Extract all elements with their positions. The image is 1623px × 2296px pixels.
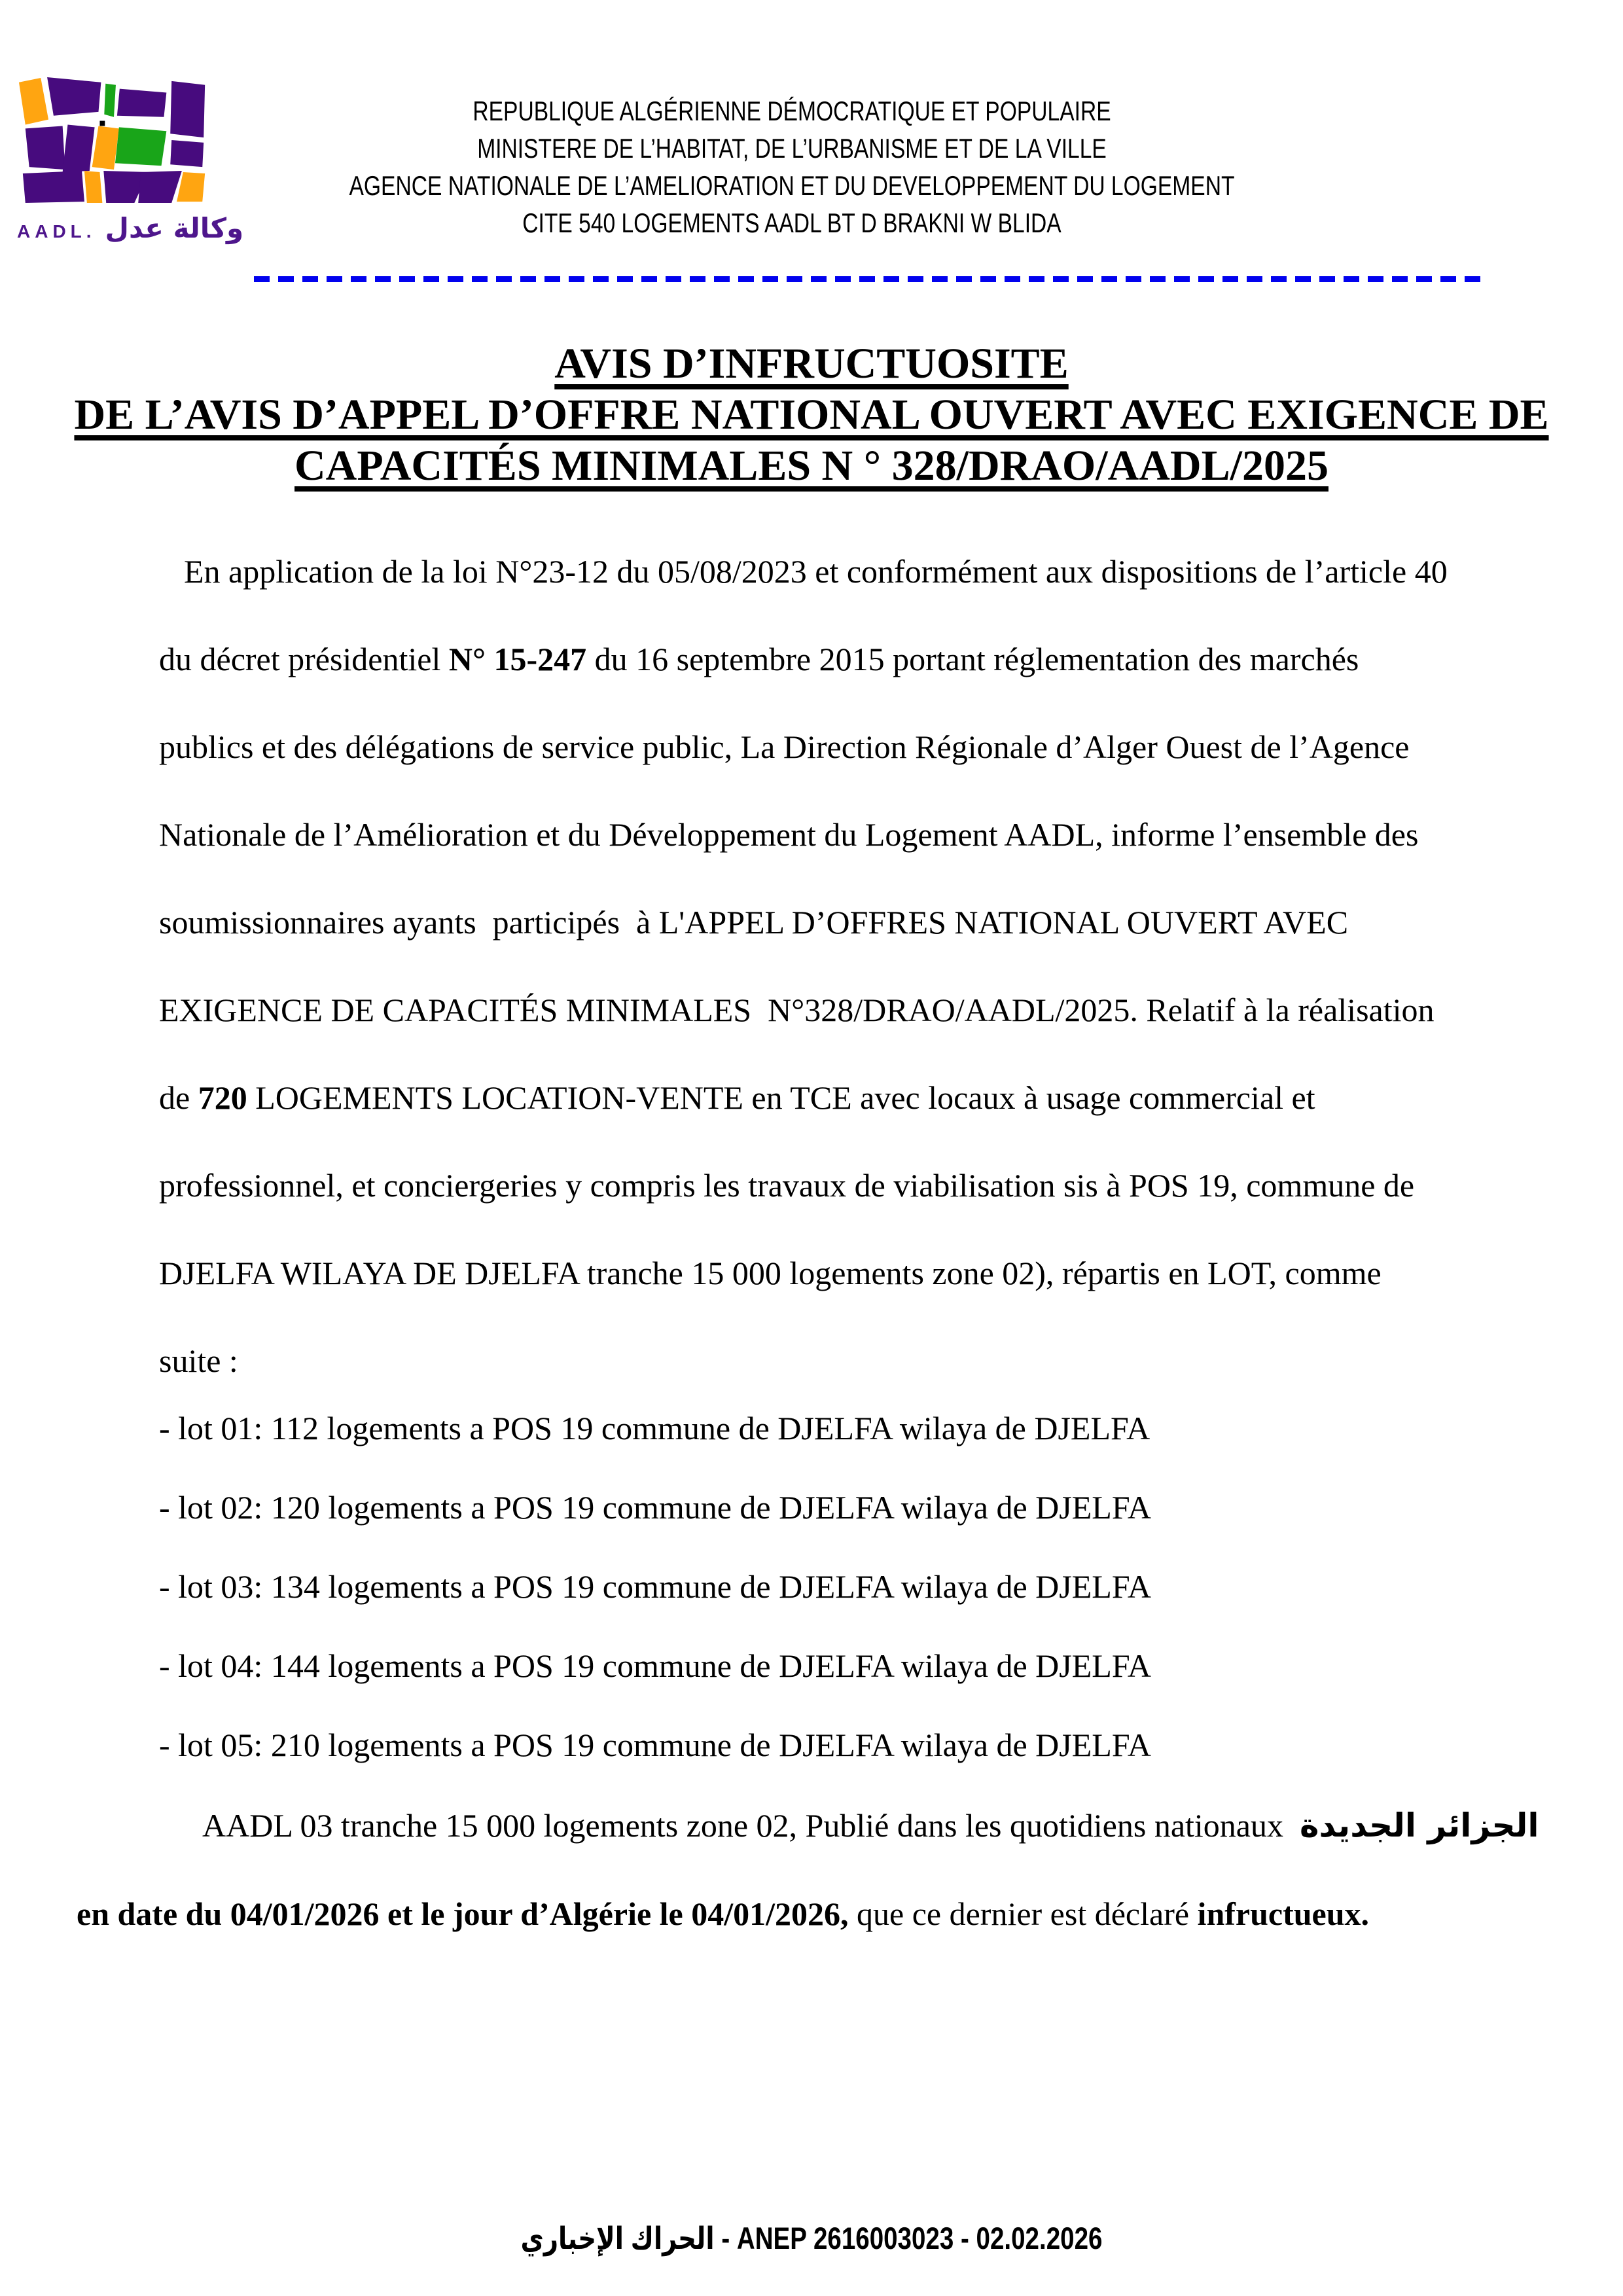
institution-header (209, 92, 1374, 242)
text-segment: en date du 04/01/2026 et le jour d’Algérie le 04/01/2026, (77, 1895, 849, 1932)
body-line (159, 966, 1507, 1054)
text-segment: 720 (198, 1079, 247, 1116)
lots-list (159, 1389, 1533, 1785)
text-segment: EXIGENCE DE CAPACITÉS MINIMALES N°328/DRAO/AADL/2025. Relatif à la réalisation (159, 992, 1435, 1028)
text-segment: que ce dernier est déclaré (848, 1895, 1198, 1932)
text-segment: infructueux. (1197, 1895, 1370, 1932)
aadl-logo (17, 76, 244, 244)
institution-header-line: REPUBLIQUE ALGÉRIENNE DÉMOCRATIQUE ET POPULAIRE (473, 96, 1111, 126)
notice-title-line: AVIS D’INFRUCTUOSITE (554, 340, 1069, 387)
text-segment: En application de la loi N°23-12 du 05/08/2023 et conformément aux dispositions de l’article 40 (184, 553, 1448, 590)
logo-wordmark (17, 212, 244, 244)
body-line (159, 1141, 1507, 1229)
logo-arabic-text: وكالة عدل (105, 212, 244, 244)
aadl-logo-mosaic (17, 76, 211, 204)
text-segment: suite : (159, 1342, 238, 1379)
text-segment: Nationale de l’Amélioration et du Développement du Logement AADL, informe l’ensemble des (159, 816, 1419, 853)
text-segment: du décret présidentiel (159, 641, 449, 677)
body-line (159, 528, 1507, 615)
dashed-divider (254, 276, 1487, 282)
lot-item: - lot 03: 134 logements a POS 19 commune de DJELFA wilaya de DJELFA (159, 1568, 1152, 1605)
body-paragraph (159, 528, 1507, 1405)
closing-line (77, 1870, 1533, 1958)
lot-item: - lot 04: 144 logements a POS 19 commune de DJELFA wilaya de DJELFA (159, 1647, 1152, 1684)
body-line (159, 615, 1507, 703)
body-line (159, 703, 1507, 791)
text-segment: AADL 03 tranche 15 000 logements zone 02, Publié dans les quotidiens nationaux (202, 1807, 1300, 1844)
closing-statement (77, 1782, 1539, 1958)
body-line (159, 1229, 1507, 1317)
notice-title (0, 338, 1623, 492)
lot-item: - lot 05: 210 logements a POS 19 commune de DJELFA wilaya de DJELFA (159, 1727, 1152, 1763)
anep-footer: الحراك الإخباري - ANEP 2616003023 - 02.02.2026 (520, 2221, 1103, 2255)
body-line (159, 791, 1507, 878)
body-line (159, 1054, 1507, 1141)
text-segment: N° 15-247 (448, 641, 587, 677)
logo-latin-text: AADL. (17, 221, 96, 242)
lot-item: - lot 01: 112 logements a POS 19 commune de DJELFA wilaya de DJELFA (159, 1410, 1150, 1446)
text-segment: du 16 septembre 2015 portant réglementation des marchés (586, 641, 1359, 677)
text-segment: الجزائر الجديدة (1300, 1806, 1539, 1844)
notice-title-line: DE L’AVIS D’APPEL D’OFFRE NATIONAL OUVERT AVEC EXIGENCE DE (74, 391, 1549, 439)
text-segment: de (159, 1079, 198, 1116)
text-segment: LOGEMENTS LOCATION-VENTE en TCE avec locaux à usage commercial et (247, 1079, 1315, 1116)
text-segment: professionnel, et conciergeries y compris les travaux de viabilisation sis à POS 19, commune de (159, 1167, 1415, 1204)
text-segment: publics et des délégations de service public, La Direction Régionale d’Alger Ouest de l’Agence (159, 728, 1410, 765)
lot-item: - lot 02: 120 logements a POS 19 commune de DJELFA wilaya de DJELFA (159, 1489, 1152, 1526)
institution-header-line: AGENCE NATIONALE DE L’AMELIORATION ET DU DEVELOPPEMENT DU LOGEMENT (349, 170, 1235, 201)
text-segment: DJELFA WILAYA DE DJELFA tranche 15 000 logements zone 02), répartis en LOT, comme (159, 1255, 1382, 1291)
institution-header-line: MINISTERE DE L’HABITAT, DE L’URBANISME ET DE LA VILLE (477, 133, 1107, 164)
notice-title-line: CAPACITÉS MINIMALES N ° 328/DRAO/AADL/2025 (294, 442, 1329, 490)
body-line (159, 878, 1507, 966)
text-segment: soumissionnaires ayants participés à L'APPEL D’OFFRES NATIONAL OUVERT AVEC (159, 904, 1349, 941)
institution-header-line: CITE 540 LOGEMENTS AADL BT D BRAKNI W BLIDA (522, 207, 1061, 238)
closing-line (159, 1782, 1539, 1870)
